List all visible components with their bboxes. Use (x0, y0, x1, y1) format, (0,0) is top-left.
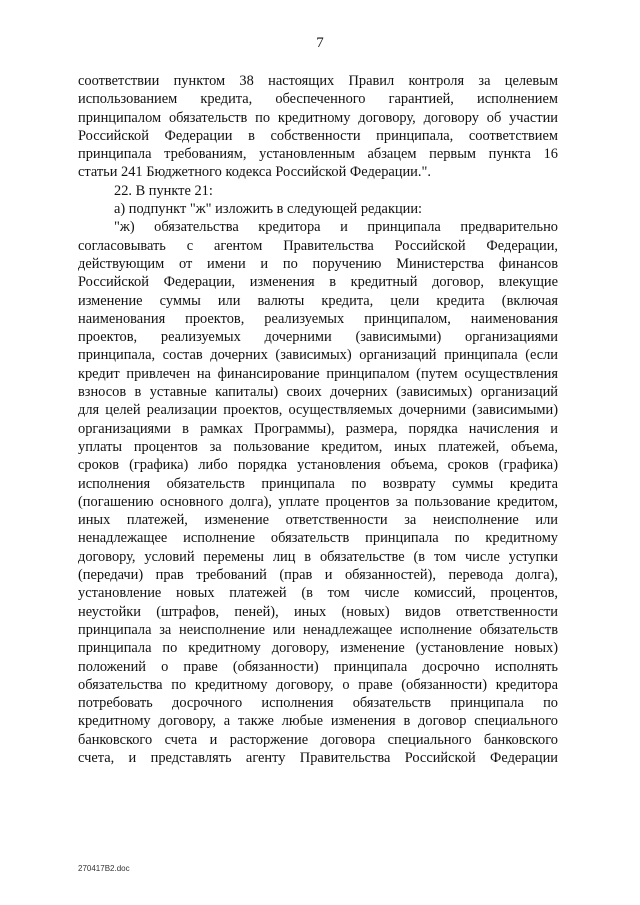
text-line: обязательства по кредитному договору, о праве (обязанности) кредитора (78, 676, 558, 693)
text-line: Российской Федерации, изменения в кредитный договор, влекущие (78, 274, 558, 291)
text-line: принципалом обязательств по кредитному договору, договору об участии (78, 109, 558, 126)
text-line: уплаты процентов за пользование кредитом, иных платежей, объема, (78, 438, 558, 455)
text-line: взносов в уставные капиталы) своих дочерних (зависимых) организаций (78, 384, 558, 401)
text-line: исполнения обязательств принципала по возврату суммы кредита (78, 475, 558, 492)
text-line: статьи 241 Бюджетного кодекса Российской Федерации.". (78, 164, 431, 181)
text-line: принципала, состав дочерних (зависимых) организаций принципала (если (78, 347, 558, 364)
text-line: "ж) обязательства кредитора и принципала предварительно (114, 219, 558, 236)
page-number: 7 (316, 35, 324, 51)
text-line: для целей реализации проектов, осуществляемых дочерними (зависимыми) (78, 402, 558, 419)
text-line: ненадлежащее исполнение обязательств принципала по кредитному (78, 530, 558, 547)
text-line: сроков (графика) либо порядка установления объема, сроков (графика) (78, 457, 558, 474)
text-line: использованием кредита, обеспеченного гарантией, исполнением (78, 91, 558, 108)
subitem-a: а) подпункт "ж" изложить в следующей редакции: (114, 201, 423, 218)
text-line: Российской Федерации в собственности принципала, соответствием (78, 127, 558, 144)
text-line: принципала за неисполнение или ненадлежащее исполнение обязательств (78, 621, 558, 638)
text-line: неустойки (штрафов, пеней), иных (новых) видов ответственности (78, 603, 558, 620)
text-line: потребовать досрочного исполнения обязательств принципала по (78, 695, 558, 712)
section-heading-22: 22. В пункте 21: (114, 182, 213, 199)
footer-file-code: 270417B2.doc (78, 864, 130, 873)
document-body (78, 72, 558, 767)
text-line: действующим от имени и по поручению Министерства финансов (78, 255, 558, 272)
text-line: банковского счета и расторжение договора специального банковского (78, 731, 558, 748)
text-line: иных платежей, изменение ответственности за неисполнение или (78, 512, 558, 529)
text-line: организациями в рамках Программы), размера, порядка начисления и (78, 420, 558, 437)
text-line: (погашению основного долга), уплате процентов за пользование кредитом, (78, 493, 558, 510)
text-line: счета, и представлять агенту Правительства Российской Федерации (78, 749, 558, 766)
text-line: кредит привлечен на финансирование принципалом (путем осуществления (78, 365, 558, 382)
text-line: согласовывать с агентом Правительства Российской Федерации, (78, 237, 558, 254)
text-line: соответствии пунктом 38 настоящих Правил контроля за целевым (78, 73, 558, 89)
text-line: договору, условий перемены лиц в обязательстве (в том числе уступки (78, 548, 558, 565)
text-line: наименования проектов, реализуемых принципалом, наименования (78, 310, 558, 327)
text-line: установление новых платежей (в том числе комиссий, процентов, (78, 585, 558, 602)
text-line: изменение суммы или валюты кредита, цели кредита (включая (78, 292, 558, 309)
text-line: положений о праве (обязанности) принципала досрочно исполнять (78, 658, 558, 675)
text-line: принципала требованиям, установленным абзацем первым пункта 16 (78, 146, 558, 163)
text-line: проектов, реализуемых дочерними (зависимыми) организациями (78, 329, 558, 346)
text-line: (передачи) прав требований (прав и обязанностей), перевода долга), (78, 567, 558, 584)
text-line: принципала по кредитному договору, изменение (установление новых) (78, 640, 558, 657)
text-line: кредитному договору, а также любые изменения в договор специального (78, 713, 558, 730)
